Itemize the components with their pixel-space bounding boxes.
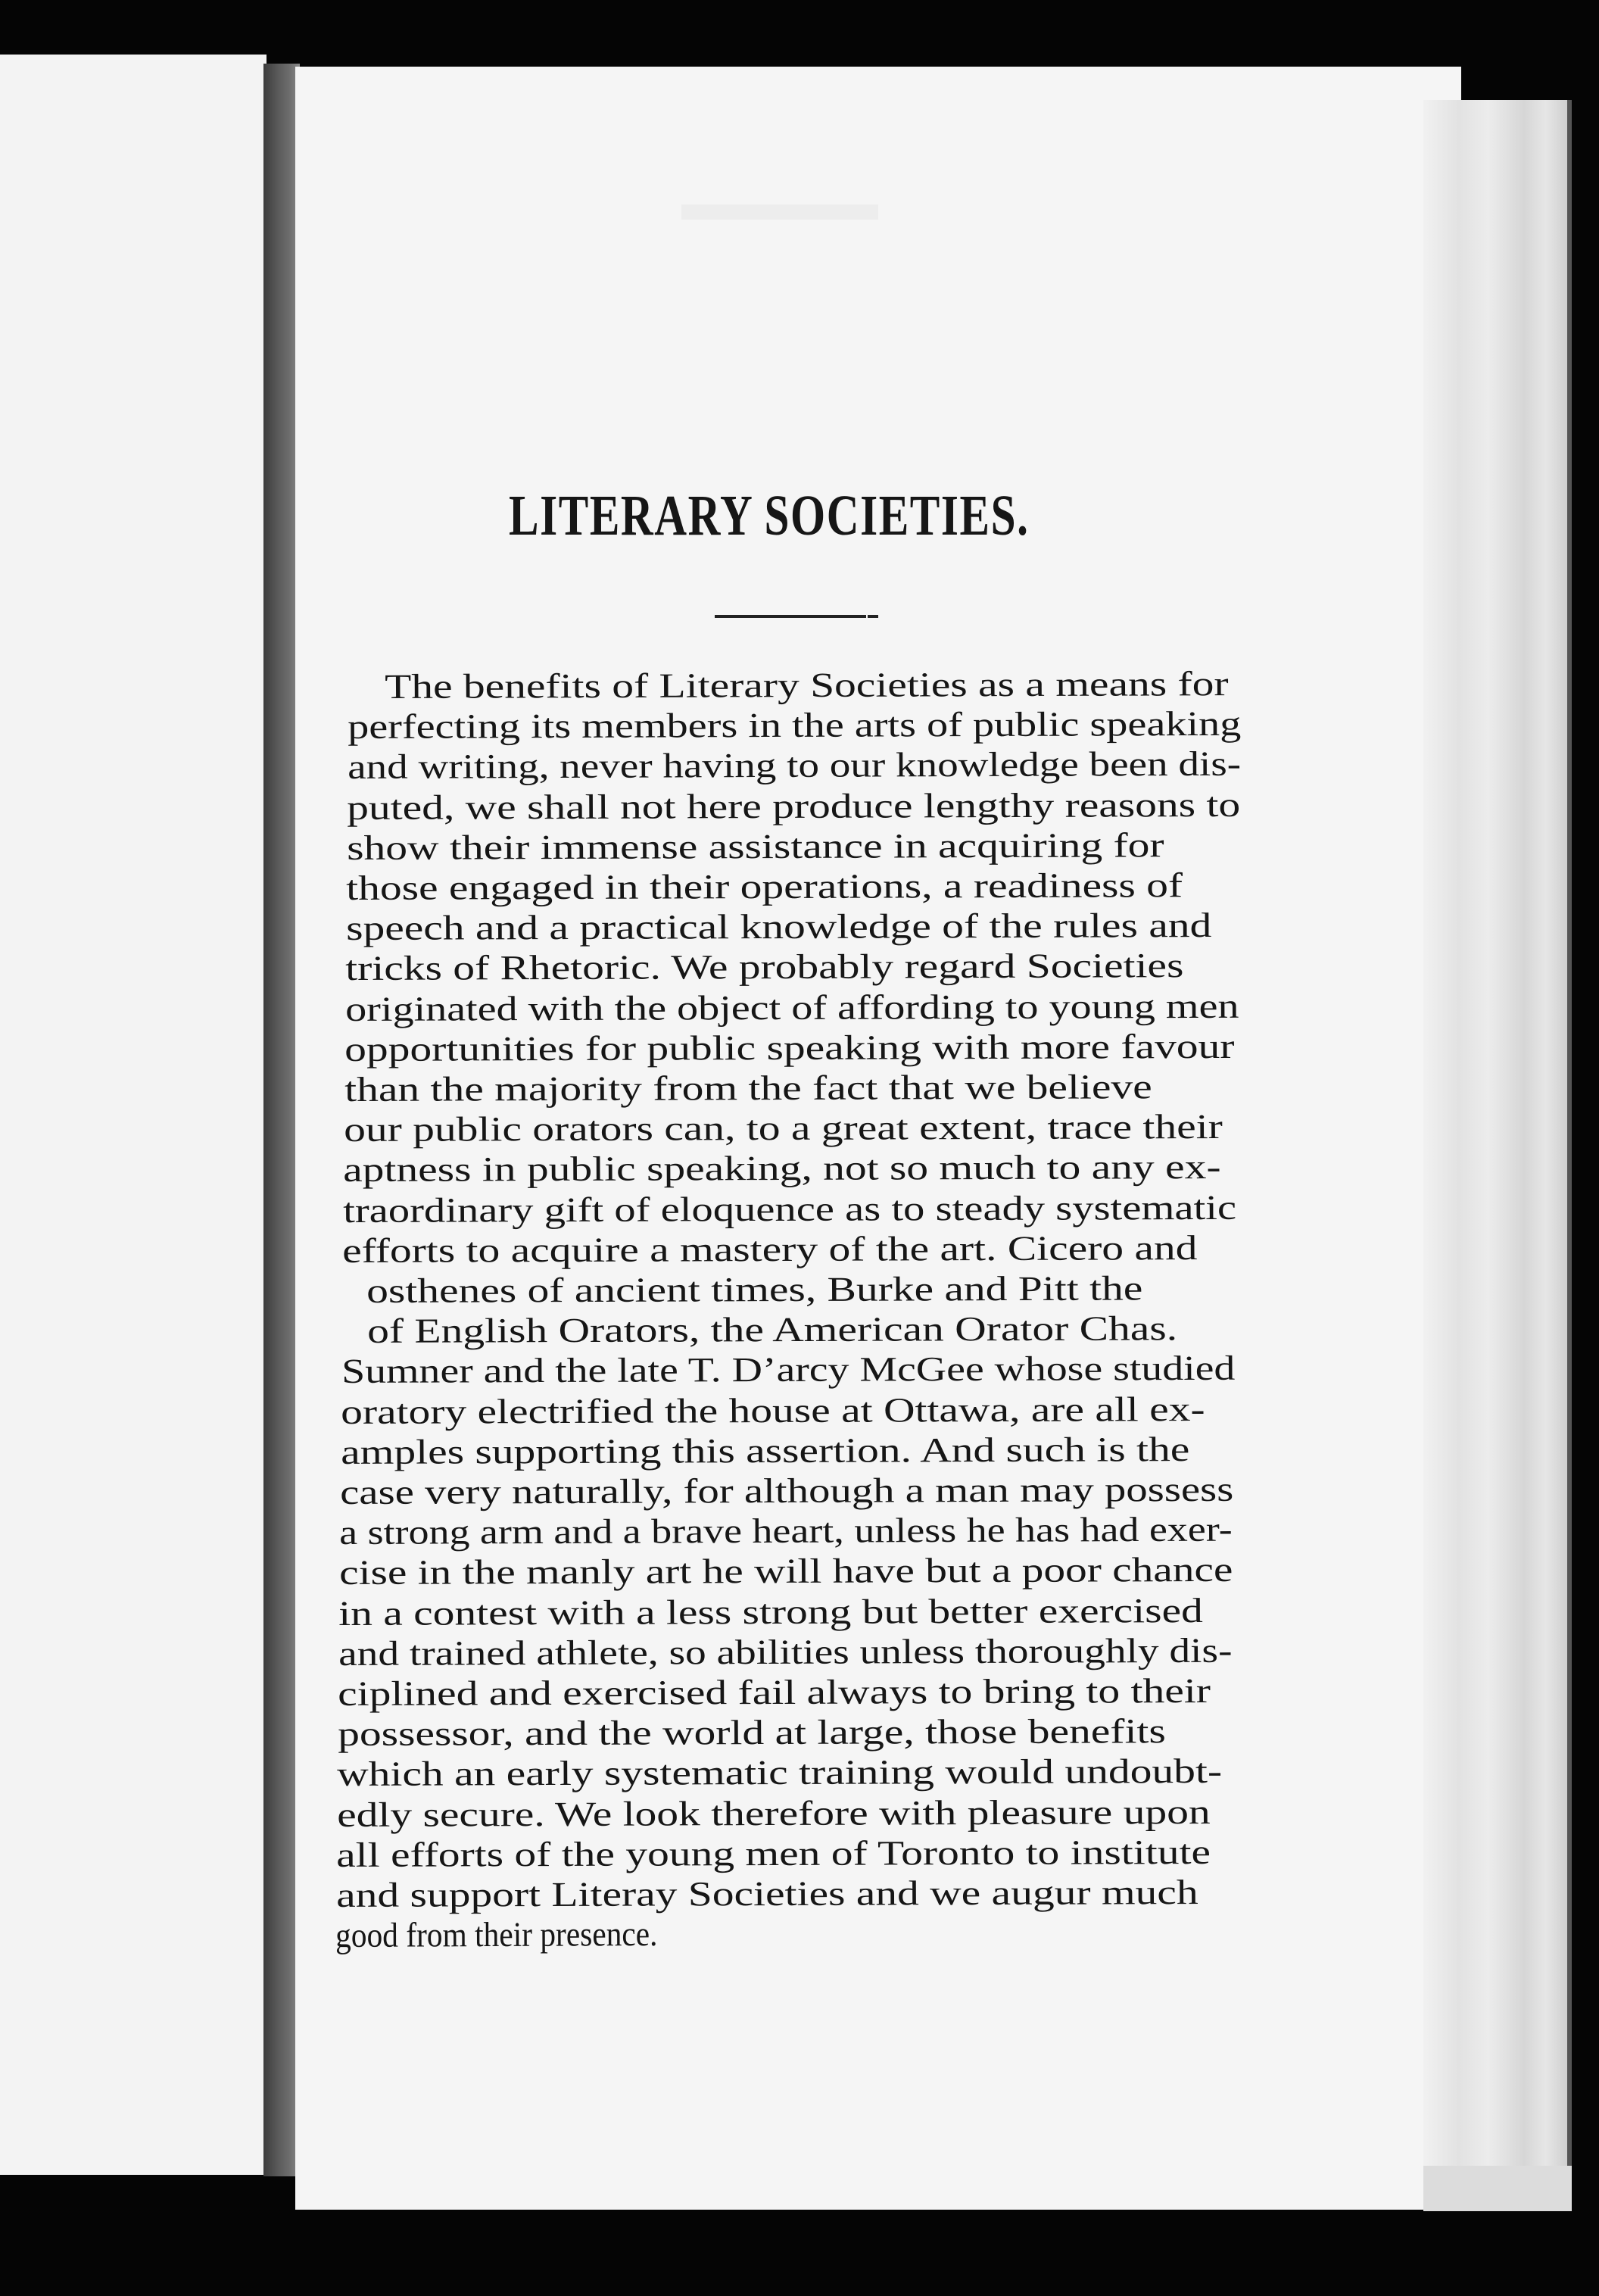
article-line: and support Literay Societies and we augur much bbox=[335, 1873, 1198, 1914]
article-line: cise in the manly art he will have but a poor chance bbox=[338, 1550, 1233, 1593]
article-line: tricks of Rhetoric. We probably regard Societies bbox=[345, 946, 1184, 988]
article-title: LITERARY SOCIETIES. bbox=[509, 484, 1030, 547]
article-line: which an early systematic training would undoubt- bbox=[337, 1752, 1223, 1794]
article-line: traordinary gift of eloquence as to steady systematic bbox=[342, 1187, 1237, 1230]
article-line: case very naturally, for although a man may possess bbox=[340, 1469, 1234, 1511]
article-line: and writing, never having to our knowledge been dis- bbox=[347, 744, 1242, 787]
article-line: The benefits of Literary Societies as a means for bbox=[385, 664, 1229, 706]
article-line: good from their presence. bbox=[335, 1914, 658, 1955]
article-line: osthenes of ancient times, Burke and Pitt the bbox=[366, 1268, 1143, 1310]
article-line: originated with the object of affording to young men bbox=[344, 986, 1239, 1028]
article-line: aptness in public speaking, not so much to any ex- bbox=[343, 1147, 1222, 1190]
page-edges-bottom bbox=[1423, 2166, 1572, 2211]
article-line: in a contest with a less strong but better exercised bbox=[338, 1590, 1204, 1633]
article-line: show their immense assistance in acquiring for bbox=[346, 825, 1164, 867]
bleed-through-mark bbox=[681, 204, 878, 220]
article-line: Sumner and the late T. D’arcy McGee whose studied bbox=[341, 1349, 1236, 1391]
facing-page bbox=[0, 55, 266, 2175]
article-line: of English Orators, the American Orator Chas. bbox=[367, 1309, 1178, 1351]
book-gutter-shadow bbox=[263, 64, 300, 2176]
article-line: ciplined and exercised fail always to bring to their bbox=[338, 1671, 1211, 1713]
page-edges bbox=[1423, 100, 1572, 2205]
article-line: amples supporting this assertion. And such is the bbox=[340, 1429, 1189, 1471]
article-line: puted, we shall not here produce lengthy reasons to bbox=[347, 785, 1241, 827]
title-rule bbox=[715, 615, 866, 618]
article-line: opportunities for public speaking with more favour bbox=[344, 1026, 1235, 1068]
article-line: than the majority from the fact that we believe bbox=[344, 1067, 1152, 1109]
article-line: edly secure. We look therefore with pleasure upon bbox=[336, 1792, 1211, 1834]
article-line: and trained athlete, so abilities unless thoroughly dis- bbox=[338, 1630, 1233, 1673]
article-line: those engaged in their operations, a readiness of bbox=[346, 866, 1183, 907]
article-line: our public orators can, to a great extent, trace their bbox=[343, 1107, 1223, 1150]
article-line: speech and a practical knowledge of the rules and bbox=[345, 906, 1212, 948]
article-line: a strong arm and a brave heart, unless he has had exer- bbox=[339, 1509, 1233, 1552]
article-line: oratory electrified the house at Ottawa, are all ex- bbox=[341, 1389, 1205, 1431]
article-line: perfecting its members in the arts of public speaking bbox=[348, 703, 1242, 747]
article-line: all efforts of the young men of Toronto to institute bbox=[336, 1832, 1211, 1874]
article-line: possessor, and the world at large, those benefits bbox=[337, 1711, 1166, 1754]
article-line: efforts to acquire a mastery of the art. Cicero and bbox=[342, 1228, 1198, 1270]
title-rule-end bbox=[868, 615, 878, 618]
